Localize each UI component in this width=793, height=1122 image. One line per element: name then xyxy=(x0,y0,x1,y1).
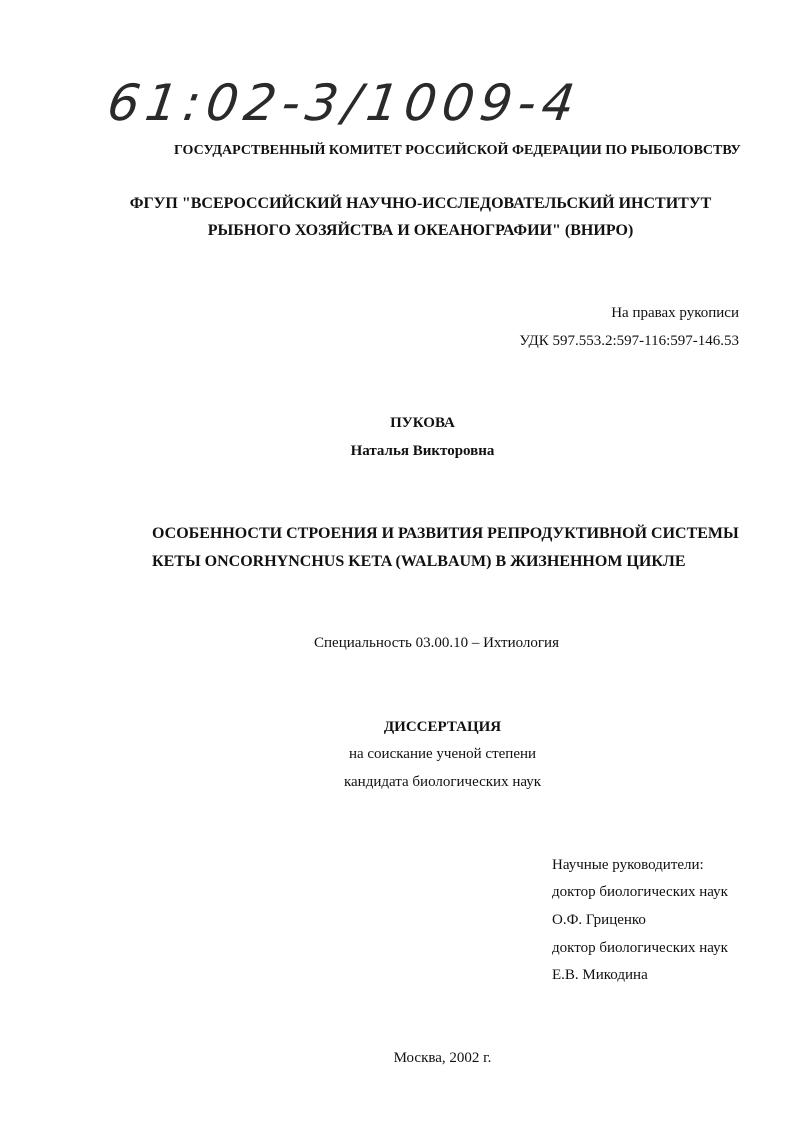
degree-line-2: кандидата биологических наук xyxy=(343,774,542,790)
degree-line-1: на соискание ученой степени xyxy=(348,746,537,762)
author-name: Наталья Викторовна xyxy=(350,443,495,459)
dissertation-label: ДИССЕРТАЦИЯ xyxy=(383,719,502,735)
dissertation-title-line-2: КЕТЫ ONCORHYNCHUS KETA (WALBAUM) В ЖИЗНЕННОМ ЦИКЛЕ xyxy=(152,553,686,570)
dissertation-title-line-1: ОСОБЕННОСТИ СТРОЕНИЯ И РАЗВИТИЯ РЕПРОДУКТИВНОЙ СИСТЕМЫ xyxy=(152,525,739,542)
institute-name-line-1: ФГУП "ВСЕРОССИЙСКИЙ НАУЧНО-ИССЛЕДОВАТЕЛЬСКИЙ ИНСТИТУТ xyxy=(129,195,712,212)
place-and-year: Москва, 2002 г. xyxy=(393,1050,492,1066)
supervisor-2-name: Е.В. Микодина xyxy=(552,967,648,983)
udk-code: УДК 597.553.2:597-116:597-146.53 xyxy=(519,333,739,349)
specialty: Специальность 03.00.10 – Ихтиология xyxy=(314,635,559,651)
manuscript-rights-note: На правах рукописи xyxy=(611,305,739,321)
institute-name-line-2: РЫБНОГО ХОЗЯЙСТВА И ОКЕАНОГРАФИИ" (ВНИРО) xyxy=(207,222,634,239)
supervisor-1-degree: доктор биологических наук xyxy=(552,884,728,900)
committee-heading: ГОСУДАРСТВЕННЫЙ КОМИТЕТ РОССИЙСКОЙ ФЕДЕРАЦИИ ПО РЫБОЛОВСТВУ xyxy=(174,143,741,158)
handwritten-archive-code: 61:02-3/1009-4 xyxy=(103,74,584,132)
supervisor-1-name: О.Ф. Гриценко xyxy=(552,912,646,928)
supervisors-heading: Научные руководители: xyxy=(552,857,704,873)
author-surname: ПУКОВА xyxy=(390,415,455,431)
supervisor-2-degree: доктор биологических наук xyxy=(552,940,728,956)
